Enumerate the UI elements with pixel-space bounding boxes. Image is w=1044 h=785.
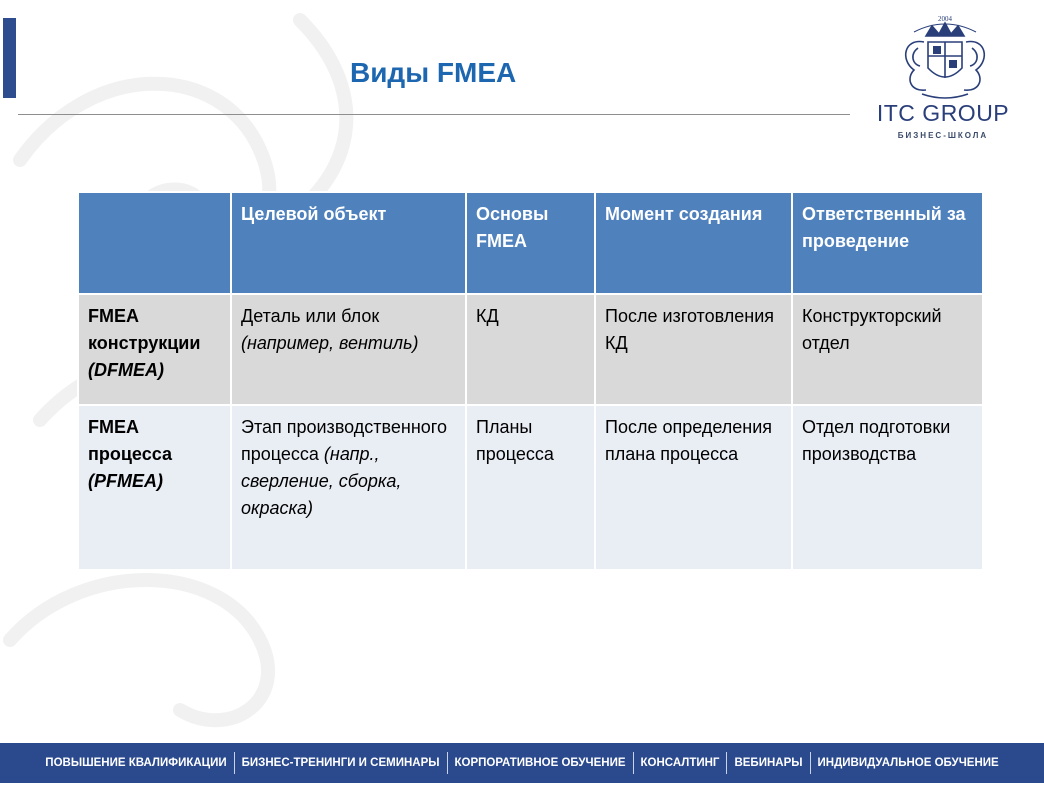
moment-cell: После определения плана процесса <box>595 405 792 570</box>
target-text: Этап производственного процесса <box>241 417 447 464</box>
responsible-cell: Конструкторский отдел <box>792 294 983 405</box>
basis-cell: КД <box>466 294 595 405</box>
fmea-table <box>77 191 984 571</box>
row-title-cell <box>78 405 231 570</box>
table-header-row <box>78 192 983 294</box>
row-title: FMEA конструкции <box>88 306 201 353</box>
target-note: (например, вентиль) <box>241 333 419 353</box>
footer-item-corporate[interactable]: КОРПОРАТИВНОЕ ОБУЧЕНИЕ <box>454 757 626 769</box>
row-title: FMEA процесса <box>88 417 172 464</box>
row-code: (DFMEA) <box>88 360 164 380</box>
responsible-cell: Отдел подготовки производства <box>792 405 983 570</box>
target-text: Деталь или блок <box>241 306 380 326</box>
header-creation-moment: Момент создания <box>595 192 792 294</box>
header-cell-empty <box>78 192 231 294</box>
moment-cell: После изготовления КД <box>595 294 792 405</box>
header-target-object: Целевой объект <box>231 192 466 294</box>
logo-name: ITC GROUP <box>876 100 1010 126</box>
table-row-pfmea <box>78 405 983 570</box>
row-title-cell <box>78 294 231 405</box>
footer-item-trainings[interactable]: БИЗНЕС-ТРЕНИНГИ И СЕМИНАРЫ <box>241 757 440 769</box>
left-accent-bar <box>3 18 16 98</box>
logo-year: 2004 <box>938 15 952 23</box>
footer-item-consulting[interactable]: КОНСАЛТИНГ <box>640 757 720 769</box>
footer-bar <box>0 743 1044 783</box>
footer-item-individual[interactable]: ИНДИВИДУАЛЬНОЕ ОБУЧЕНИЕ <box>817 757 999 769</box>
slide-title: Виды FMEA <box>350 57 517 88</box>
basis-cell: Планы процесса <box>466 405 595 570</box>
target-note: (напр., сверление, сборка, окраска) <box>241 444 402 518</box>
footer-item-qualification[interactable]: ПОВЫШЕНИЕ КВАЛИФИКАЦИИ <box>45 757 227 769</box>
target-cell <box>231 405 466 570</box>
table-row-dfmea <box>78 294 983 405</box>
row-code: (PFMEA) <box>88 471 163 491</box>
title-divider <box>18 114 850 115</box>
footer-item-webinars[interactable]: ВЕБИНАРЫ <box>734 757 803 769</box>
target-cell <box>231 294 466 405</box>
logo-subtitle: БИЗНЕС-ШКОЛА <box>897 131 989 140</box>
header-fmea-basis: Основы FMEA <box>466 192 595 294</box>
header-responsible: Ответственный за проведение <box>792 192 983 294</box>
